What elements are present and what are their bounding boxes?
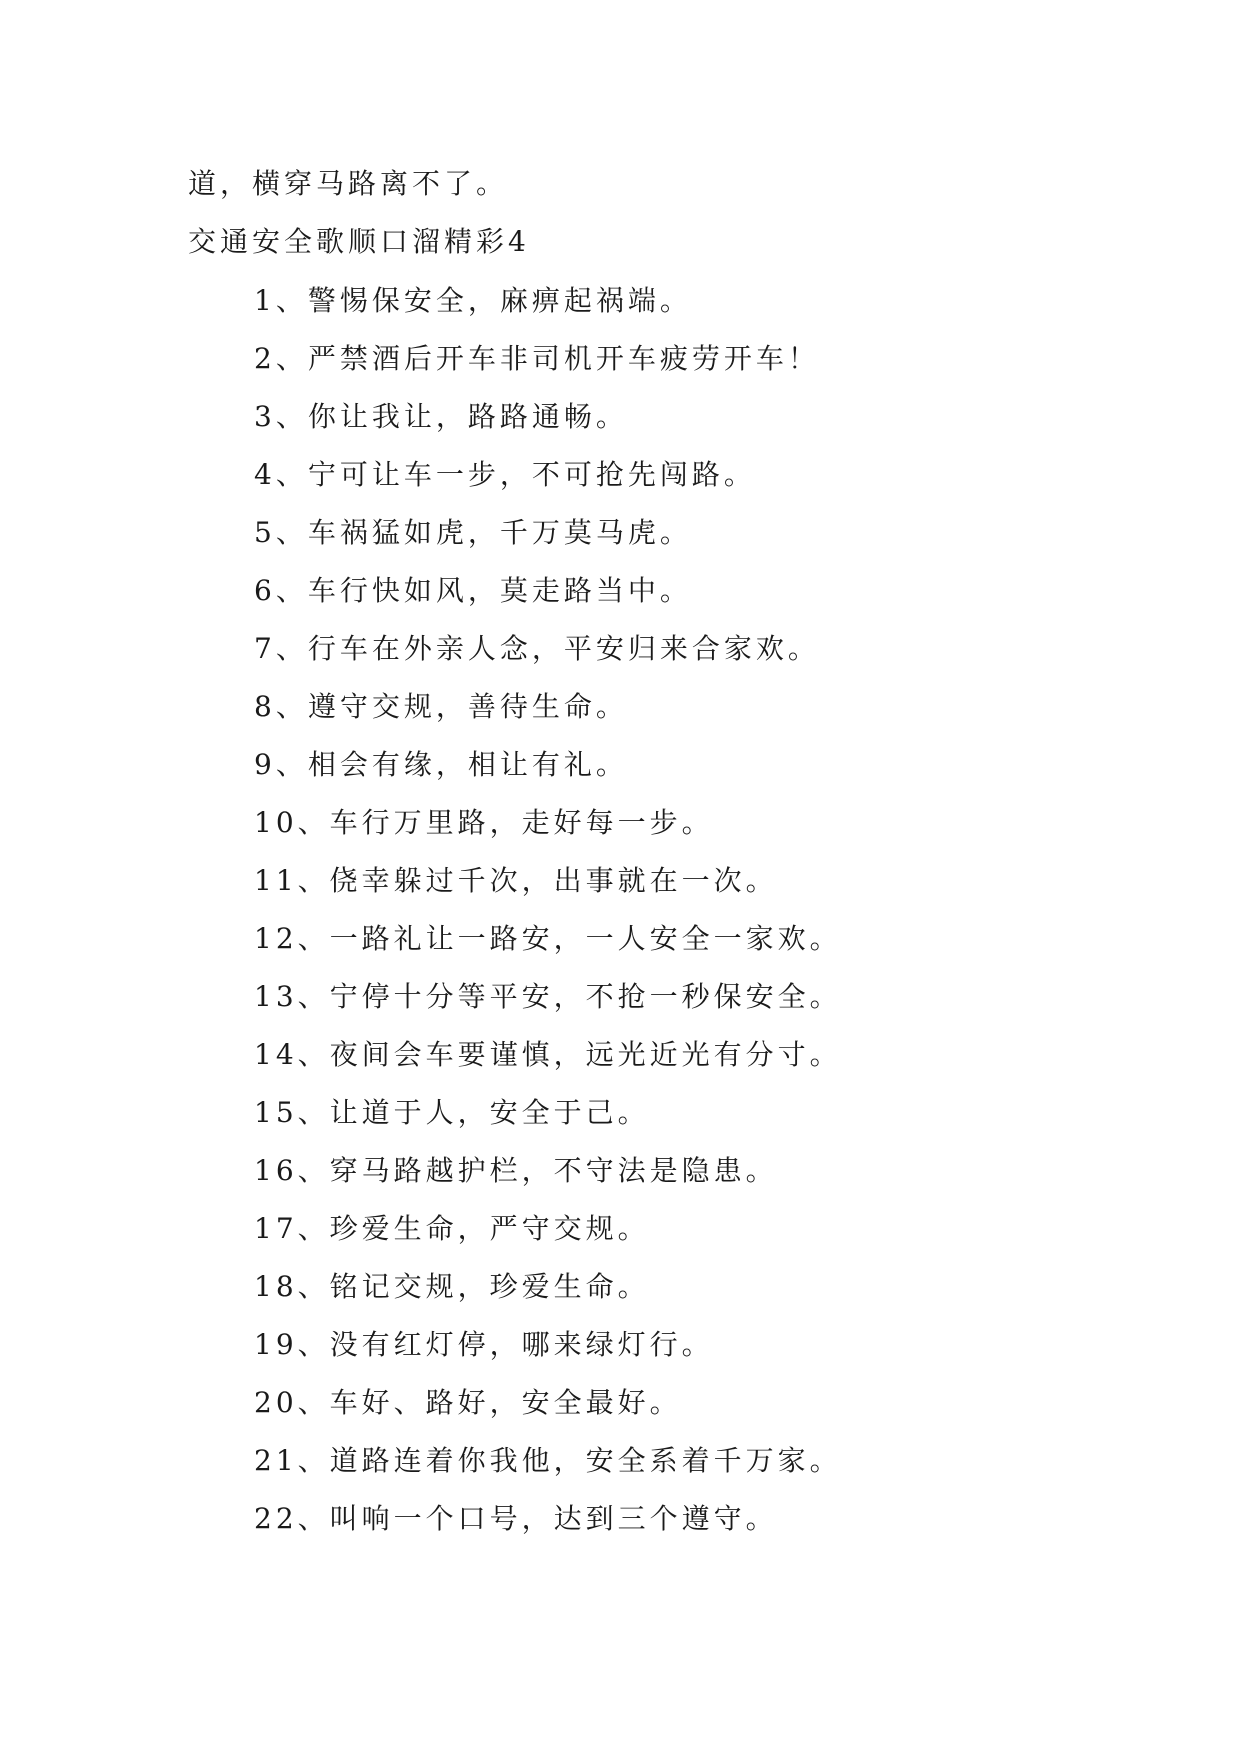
list-item: 16、穿马路越护栏，不守法是隐患。 bbox=[254, 1154, 778, 1187]
intro-line: 道，横穿马路离不了。 bbox=[188, 167, 509, 200]
list-item: 18、铭记交规，珍爱生命。 bbox=[254, 1270, 650, 1303]
list-item: 15、让道于人，安全于己。 bbox=[254, 1096, 650, 1129]
list-item: 3、你让我让，路路通畅。 bbox=[254, 400, 628, 433]
list-item: 17、珍爱生命，严守交规。 bbox=[254, 1212, 650, 1245]
list-item: 11、侥幸躲过千次，出事就在一次。 bbox=[254, 864, 778, 897]
list-item: 19、没有红灯停，哪来绿灯行。 bbox=[254, 1328, 714, 1361]
list-item: 9、相会有缘，相让有礼。 bbox=[254, 748, 628, 781]
list-item: 22、叫响一个口号，达到三个遵守。 bbox=[254, 1502, 778, 1535]
section-title: 交通安全歌顺口溜精彩4 bbox=[188, 225, 530, 258]
list-item: 14、夜间会车要谨慎，远光近光有分寸。 bbox=[254, 1038, 842, 1071]
list-item: 4、宁可让车一步，不可抢先闯路。 bbox=[254, 458, 756, 491]
list-item: 6、车行快如风，莫走路当中。 bbox=[254, 574, 692, 607]
list-item: 2、严禁酒后开车非司机开车疲劳开车！ bbox=[254, 342, 820, 375]
list-item: 5、车祸猛如虎，千万莫马虎。 bbox=[254, 516, 692, 549]
list-item: 1、警惕保安全，麻痹起祸端。 bbox=[254, 284, 692, 317]
list-item: 7、行车在外亲人念，平安归来合家欢。 bbox=[254, 632, 820, 665]
list-item: 20、车好、路好，安全最好。 bbox=[254, 1386, 682, 1419]
list-item: 8、遵守交规，善待生命。 bbox=[254, 690, 628, 723]
list-item: 21、道路连着你我他，安全系着千万家。 bbox=[254, 1444, 842, 1477]
list-item: 10、车行万里路，走好每一步。 bbox=[254, 806, 714, 839]
list-item: 13、宁停十分等平安，不抢一秒保安全。 bbox=[254, 980, 842, 1013]
list-item: 12、一路礼让一路安，一人安全一家欢。 bbox=[254, 922, 842, 955]
